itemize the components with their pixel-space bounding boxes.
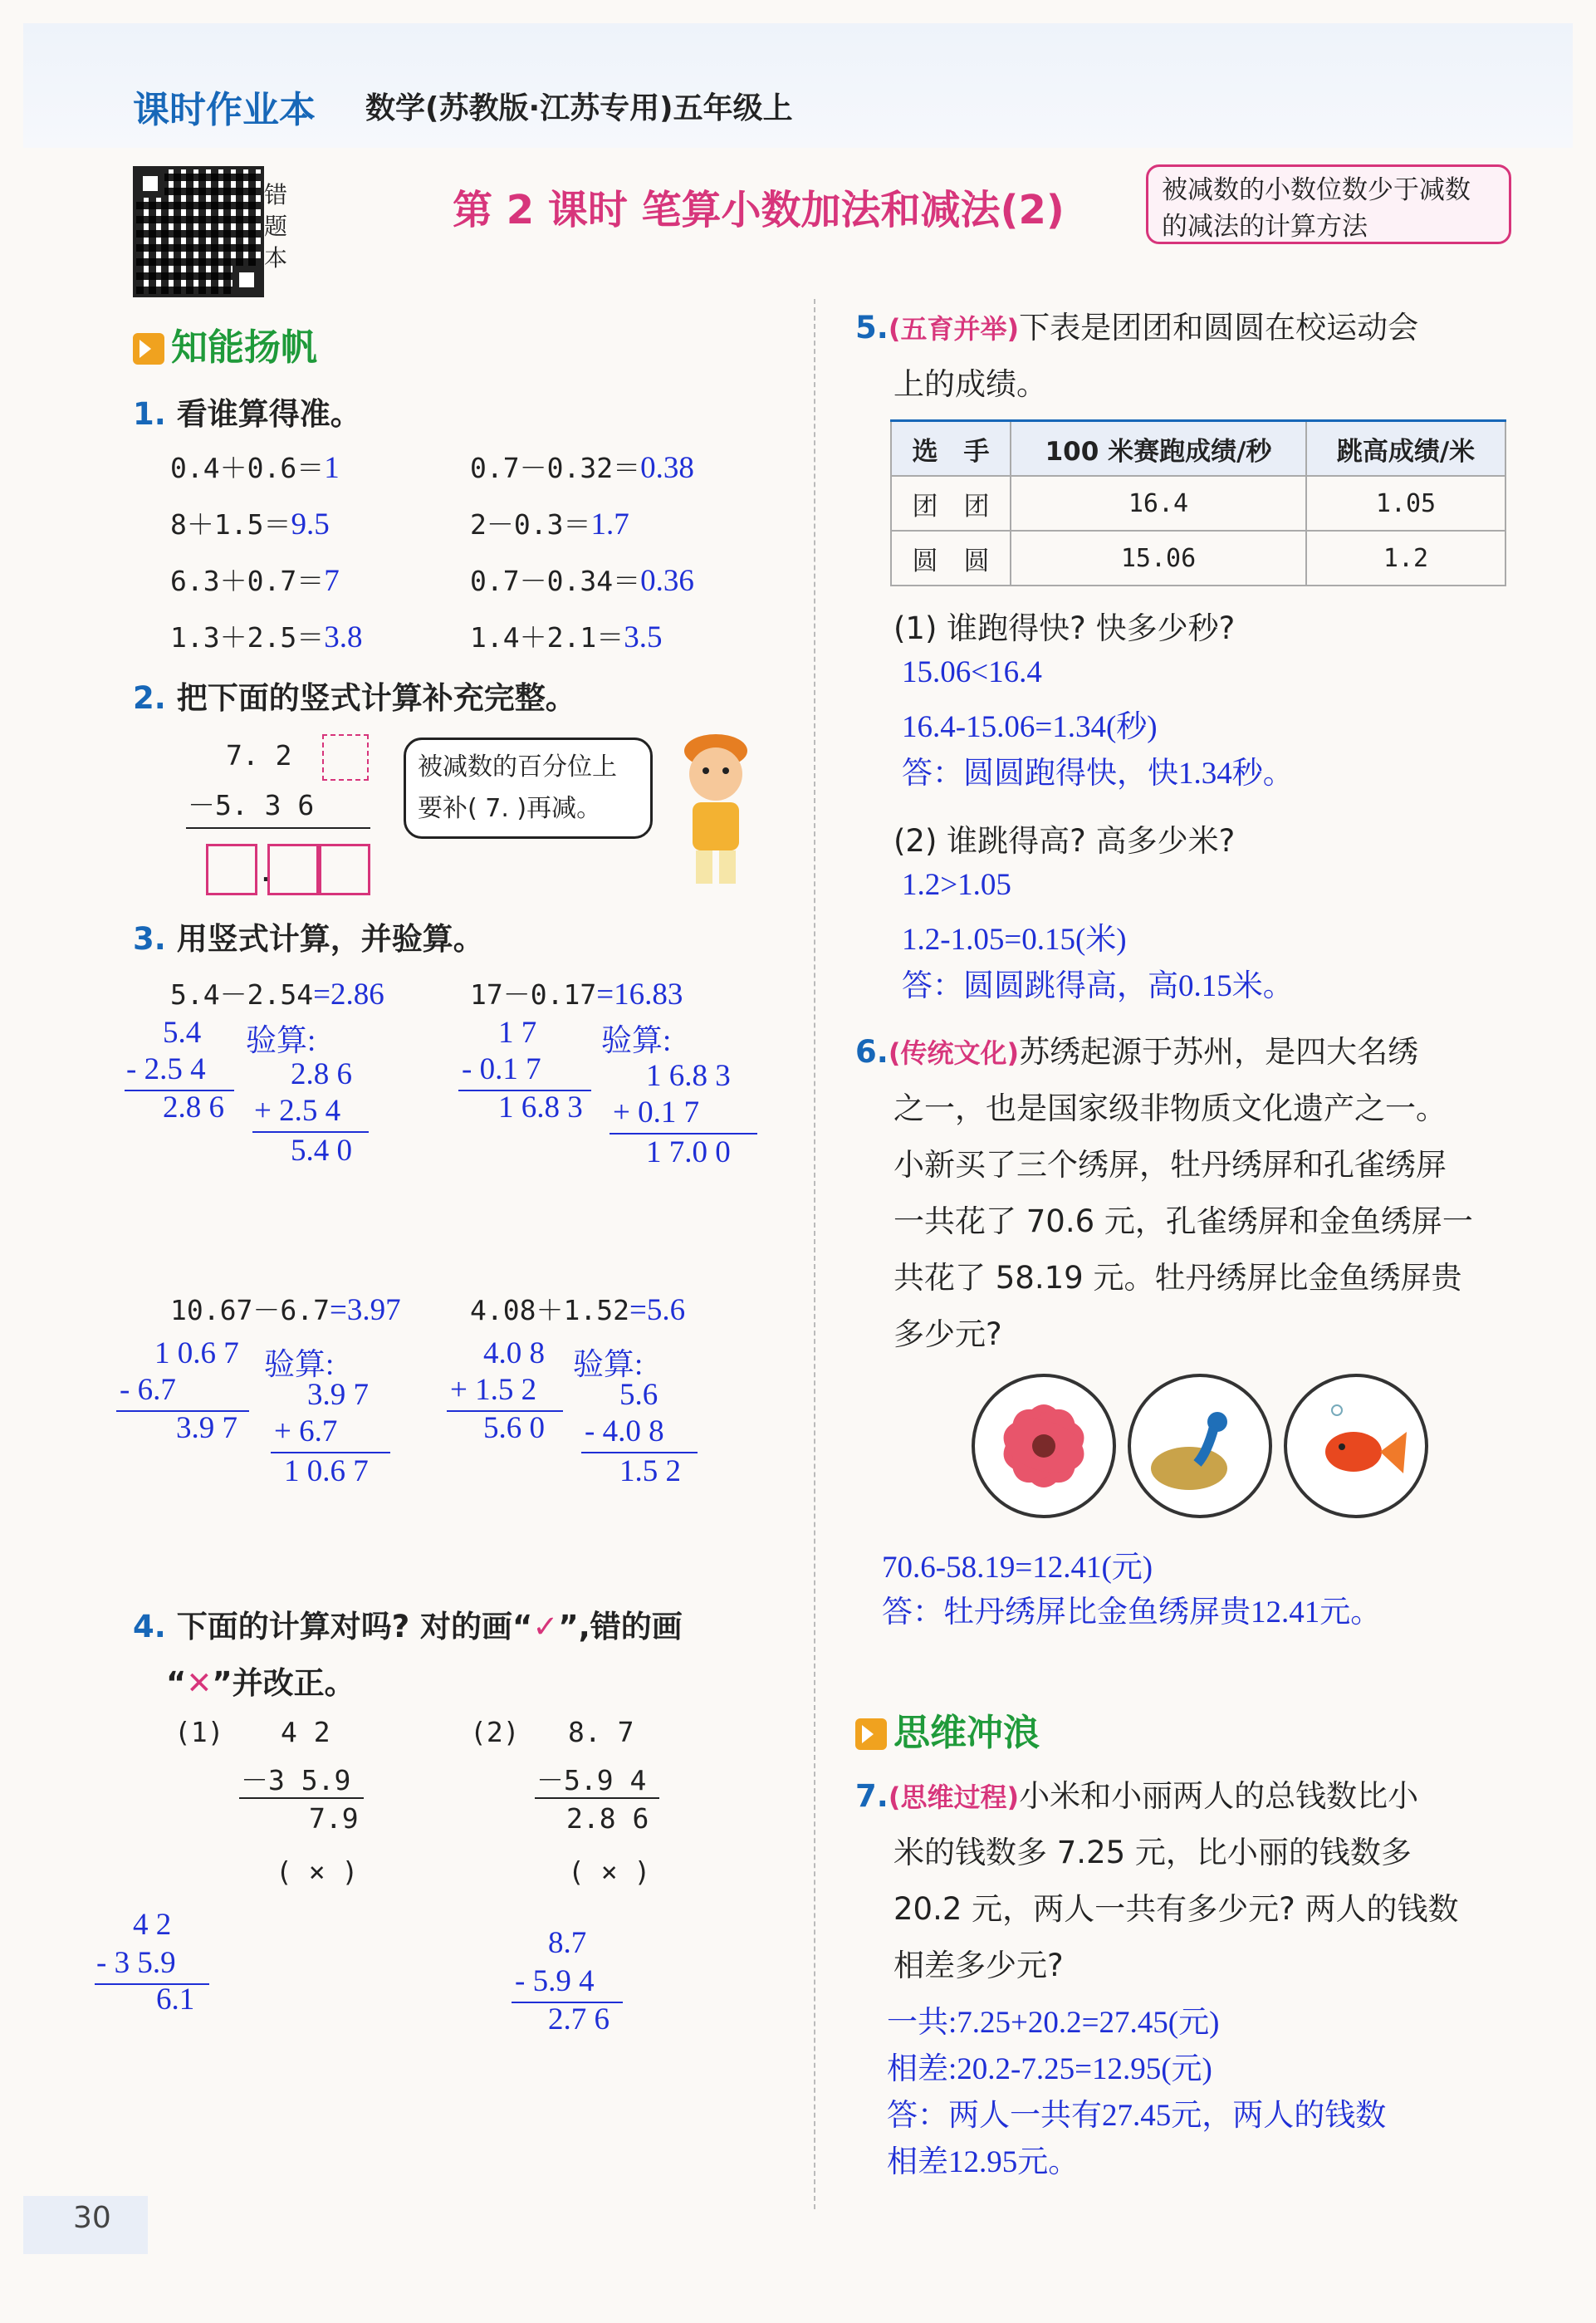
- q3-vertical-line: 3.9 7: [176, 1411, 237, 1445]
- q3-check-line: + 6.7: [274, 1414, 338, 1448]
- q3-vertical-line: 1 6.8 3: [498, 1090, 583, 1125]
- q7-answer: 相差:20.2-7.25=12.95(元): [887, 2052, 1212, 2086]
- q3-check-label: 验算:: [246, 1024, 316, 1058]
- q5-answer: 15.06<16.4: [902, 655, 1042, 689]
- q3-check-line: 1 0.6 7: [284, 1454, 369, 1488]
- q3-vertical-line: - 2.5 4: [126, 1052, 206, 1086]
- q2-answer-dot: .: [257, 855, 274, 888]
- q4-rule: [535, 1797, 659, 1799]
- q4-p2-line: 8. 7: [568, 1716, 634, 1748]
- q3-vertical-line: 5.4: [163, 1016, 202, 1050]
- q4-p1-mark: ( × ): [276, 1855, 359, 1888]
- boy-illustration-icon: [664, 716, 772, 890]
- q7-text: 7.(思维过程)小米和小丽两人的总钱数比小: [855, 1778, 1419, 1814]
- table-header: 跳高成绩/米: [1306, 421, 1505, 477]
- wave-icon: [855, 1718, 887, 1750]
- wrong-book-label-2: 题: [264, 213, 288, 240]
- page-number: 30: [73, 2201, 111, 2235]
- q6-answer: 答：牡丹绣屏比金鱼绣屏贵12.41元。: [882, 1595, 1382, 1630]
- q4-p2-line: 2.8 6: [566, 1802, 649, 1835]
- qr-code-icon[interactable]: [133, 166, 264, 297]
- q6-answer: 70.6-58.19=12.41(元): [882, 1551, 1153, 1585]
- q3-expression: 5.4－2.54=2.86: [170, 978, 384, 1012]
- q4-p1-fix: 6.1: [156, 1982, 195, 2017]
- q1-item: 0.7－0.32＝0.38: [470, 451, 694, 485]
- q5-answer: 答：圆圆跑得快，快1.34秒。: [902, 757, 1294, 791]
- q5-answer: 16.4-15.06=1.34(秒): [902, 710, 1158, 744]
- lesson-tip-box: 被减数的小数位数少于减数的减法的计算方法: [1146, 164, 1511, 244]
- brand-title: 课时作业本: [133, 89, 316, 131]
- section-title-2: 思维冲浪: [855, 1703, 1040, 1756]
- q3-check-line: 1.5 2: [619, 1454, 681, 1488]
- q4-p2-mark: ( × ): [568, 1855, 651, 1888]
- q3-check-line: 1 6.8 3: [646, 1059, 731, 1093]
- q2-answer-box[interactable]: [267, 844, 319, 895]
- q3-expression: 17－0.17=16.83: [470, 978, 683, 1012]
- q3-title: 3. 用竖式计算，并验算。: [133, 921, 484, 957]
- q5-sub1: (1) 谁跑得快? 快多少秒?: [893, 610, 1236, 646]
- q1-item: 1.3＋2.5＝3.8: [170, 620, 363, 654]
- q5-sub2: (2) 谁跳得高? 高多少米?: [893, 823, 1236, 859]
- q7-answer: 一共:7.25+20.2=27.45(元): [887, 2006, 1220, 2040]
- q6-text: 小新买了三个绣屏，牡丹绣屏和孔雀绣屏: [893, 1147, 1447, 1183]
- q4-p2-fix: 8.7: [548, 1926, 587, 1960]
- q4-p1-line: 4 2: [281, 1716, 330, 1748]
- q3-vertical-line: - 0.1 7: [462, 1052, 541, 1086]
- q3-check-label: 验算:: [601, 1024, 672, 1058]
- q3-check-line: 5.4 0: [291, 1134, 352, 1168]
- column-divider: [814, 299, 815, 2209]
- peacock-embroidery-icon: [1128, 1374, 1272, 1518]
- q7-answer: 答：两人一共有27.45元，两人的钱数: [887, 2099, 1387, 2133]
- q1-item: 0.4＋0.6＝1: [170, 451, 340, 485]
- q3-check-line: 1 7.0 0: [646, 1135, 731, 1169]
- q3-vertical-line: 2.8 6: [163, 1090, 224, 1125]
- q3-vertical-line: 4.0 8: [483, 1336, 545, 1370]
- q5-answer: 1.2-1.05=0.15(米): [902, 923, 1127, 957]
- q4-title-2: “✕”并改正。: [166, 1665, 355, 1701]
- q7-text: 米的钱数多 7.25 元，比小丽的钱数多: [893, 1835, 1412, 1870]
- wrong-book-label-1: 错: [264, 181, 288, 208]
- q3-check-line: + 2.5 4: [254, 1094, 341, 1128]
- wrong-book-label-3: 本: [264, 244, 288, 272]
- check-icon: ✓: [532, 1609, 559, 1644]
- q6-text: 多少元?: [893, 1316, 1002, 1352]
- q1-item: 8＋1.5＝9.5: [170, 507, 330, 542]
- q3-expression: 4.08＋1.52=5.6: [470, 1293, 686, 1327]
- q1-title: 1. 看谁算得准。: [133, 396, 361, 432]
- q2-dashed-box: [322, 734, 369, 781]
- table-row: 圆 圆 15.06 1.2: [891, 531, 1505, 586]
- q5-text-1: 5.(五育并举)下表是团团和圆圆在校运动会: [855, 310, 1419, 346]
- q4-p1-line: 7.9: [309, 1802, 359, 1835]
- q3-check-line: 2.8 6: [291, 1057, 352, 1091]
- q4-p2-fix: - 5.9 4: [515, 1964, 595, 1998]
- q3-vertical-line: + 1.5 2: [450, 1373, 537, 1407]
- q7-text: 20.2 元，两人一共有多少元? 两人的钱数: [893, 1891, 1459, 1927]
- q2-speech-bubble: 被减数的百分位上要补( 7. )再减。: [404, 738, 653, 839]
- q4-p2-line: －5.9 4: [536, 1764, 647, 1796]
- section-title-1: 知能扬帆: [133, 317, 317, 370]
- q4-p2-fix: 2.7 6: [548, 2002, 610, 2036]
- q3-check-line: - 4.0 8: [585, 1414, 664, 1448]
- q3-check-line: + 0.1 7: [613, 1095, 700, 1130]
- q3-check-line: 3.9 7: [307, 1378, 369, 1412]
- q4-p1-label: (1): [174, 1716, 224, 1748]
- goldfish-embroidery-icon: [1284, 1374, 1428, 1518]
- q3-check-label: 验算:: [573, 1348, 644, 1382]
- q2-rule: [186, 827, 370, 829]
- q7-text: 相差多少元?: [893, 1948, 1064, 1983]
- q1-item: 6.3＋0.7＝7: [170, 564, 340, 598]
- q1-item: 0.7－0.34＝0.36: [470, 564, 694, 598]
- cross-icon: ✕: [186, 1665, 213, 1701]
- q3-vertical-line: 5.6 0: [483, 1411, 545, 1445]
- q3-vertical-line: 1 0.6 7: [154, 1336, 239, 1370]
- q4-p1-fix: - 3 5.9: [96, 1946, 176, 1980]
- q3-vertical-line: 1 7: [498, 1016, 537, 1050]
- q3-vertical-line: - 6.7: [120, 1373, 176, 1407]
- q2-answer-box[interactable]: [319, 844, 370, 895]
- q4-p1-line: －3 5.9: [241, 1764, 351, 1796]
- lesson-title: 第 2 课时 笔算小数加法和减法(2): [453, 187, 1065, 233]
- q5-answer: 答：圆圆跳得高，高0.15米。: [902, 969, 1294, 1003]
- q6-text: 6.(传统文化)苏绣起源于苏州，是四大名绣: [855, 1034, 1419, 1070]
- q2-bottom-number: －5. 3 6: [188, 789, 315, 821]
- peony-embroidery-icon: [972, 1374, 1116, 1518]
- q6-text: 之一，也是国家级非物质文化遗产之一。: [893, 1090, 1447, 1126]
- q5-text-2: 上的成绩。: [893, 366, 1047, 402]
- q2-answer-box[interactable]: [206, 844, 257, 895]
- q4-rule: [239, 1797, 364, 1799]
- q6-text: 一共花了 70.6 元，孔雀绣屏和金鱼绣屏一: [893, 1203, 1473, 1239]
- q3-check-line: 5.6: [619, 1378, 658, 1412]
- table-header: 100 米赛跑成绩/秒: [1011, 421, 1306, 477]
- q1-item: 1.4＋2.1＝3.5: [470, 620, 663, 654]
- sail-icon: [133, 333, 164, 365]
- q7-answer: 相差12.95元。: [887, 2145, 1080, 2179]
- book-subtitle: 数学(苏教版·江苏专用)五年级上: [365, 91, 793, 125]
- q2-top-number: 7. 2: [226, 739, 292, 772]
- q3-expression: 10.67－6.7=3.97: [170, 1293, 401, 1327]
- q4-title: 4. 下面的计算对吗? 对的画“✓”,错的画: [133, 1609, 683, 1644]
- q5-answer: 1.2>1.05: [902, 868, 1011, 902]
- q6-text: 共花了 58.19 元。牡丹绣屏比金鱼绣屏贵: [893, 1260, 1462, 1296]
- table-header: 选 手: [891, 421, 1011, 477]
- q4-p1-fix: 4 2: [133, 1908, 172, 1942]
- q2-title: 2. 把下面的竖式计算补充完整。: [133, 680, 576, 716]
- q4-p2-label: (2): [470, 1716, 520, 1748]
- table-row: 团 团 16.4 1.05: [891, 476, 1505, 531]
- score-table: [890, 419, 1506, 586]
- q3-check-label: 验算:: [264, 1348, 335, 1382]
- q1-item: 2－0.3＝1.7: [470, 507, 629, 542]
